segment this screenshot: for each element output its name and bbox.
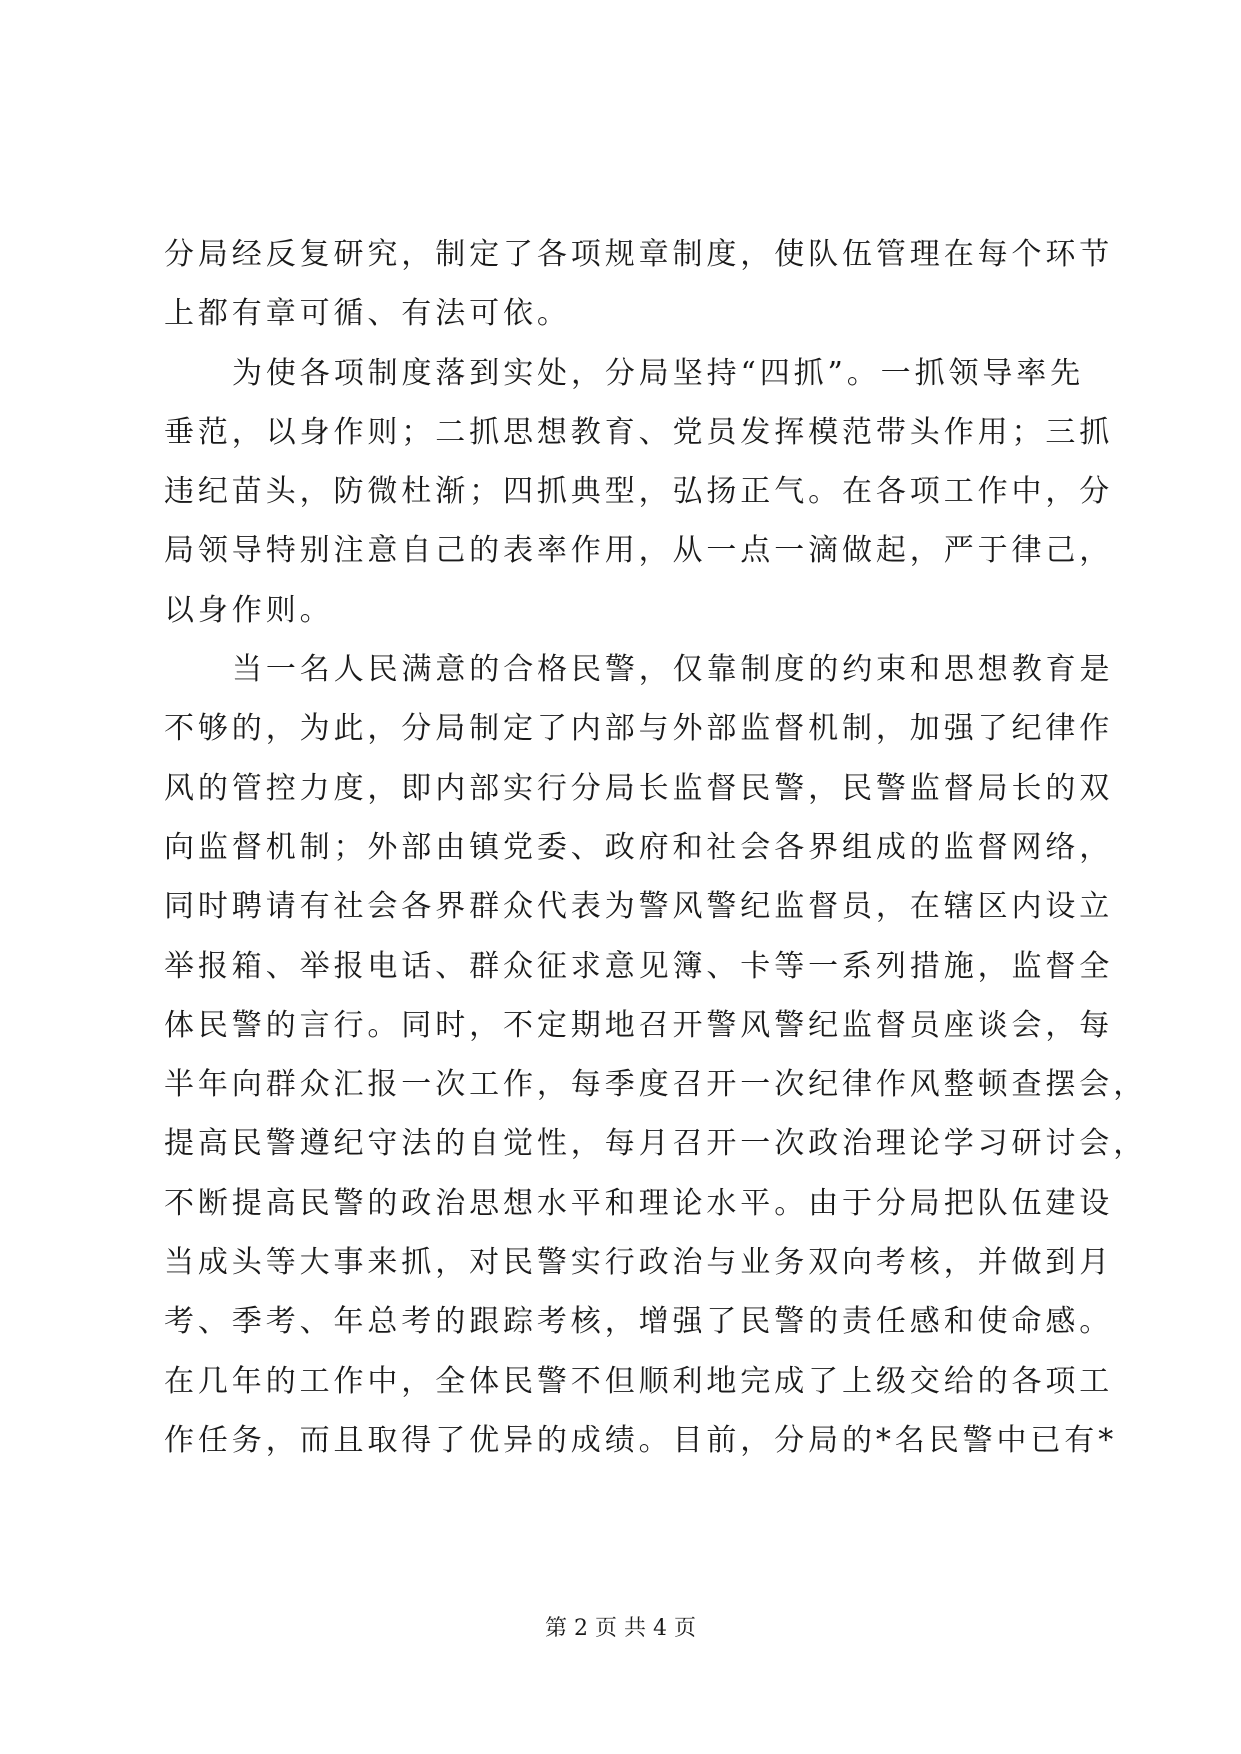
text-line: 同时聘请有社会各界群众代表为警风警纪监督员，在辖区内设立 bbox=[164, 889, 1114, 925]
text-line: 风的管控力度，即内部实行分局长监督民警，民警监督局长的双 bbox=[164, 770, 1114, 806]
text-line: 上都有章可循、有法可依。 bbox=[164, 296, 571, 332]
text-line: 考、季考、年总考的跟踪考核，增强了民警的责任感和使命感。 bbox=[164, 1304, 1114, 1340]
page-footer: 第 2 页 共 4 页 bbox=[545, 1616, 696, 1641]
text-line: 举报箱、举报电话、群众征求意见簿、卡等一系列措施，监督全 bbox=[164, 948, 1114, 984]
text-line: 垂范，以身作则；二抓思想教育、党员发挥模范带头作用；三抓 bbox=[164, 414, 1114, 450]
text-line: 提高民警遵纪守法的自觉性，每月召开一次政治理论学习研讨会， bbox=[164, 1126, 1148, 1162]
paragraph bbox=[164, 640, 1148, 1470]
text-line: 分局经反复研究，制定了各项规章制度，使队伍管理在每个环节 bbox=[164, 237, 1114, 272]
paragraph bbox=[164, 225, 1114, 344]
text-line: 体民警的言行。同时，不定期地召开警风警纪监督员座谈会，每 bbox=[164, 1007, 1114, 1043]
text-line: 局领导特别注意自己的表率作用，从一点一滴做起，严于律己， bbox=[164, 533, 1114, 569]
text-line: 以身作则。 bbox=[164, 592, 334, 628]
text-line: 向监督机制；外部由镇党委、政府和社会各界组成的监督网络， bbox=[164, 829, 1114, 865]
document-body bbox=[164, 225, 1148, 1470]
text-line: 在几年的工作中，全体民警不但顺利地完成了上级交给的各项工 bbox=[164, 1363, 1114, 1399]
text-line: 作任务，而且取得了优异的成绩。目前，分局的*名民警中已有* bbox=[164, 1422, 1118, 1458]
text-line: 当一名人民满意的合格民警，仅靠制度的约束和思想教育是 bbox=[232, 652, 1114, 688]
text-line: 半年向群众汇报一次工作，每季度召开一次纪律作风整顿查摆会， bbox=[164, 1067, 1148, 1103]
text-line: 为使各项制度落到实处，分局坚持“四抓”。一抓领导率先 bbox=[232, 355, 1085, 391]
text-line: 违纪苗头，防微杜渐；四抓典型，弘扬正气。在各项工作中，分 bbox=[164, 474, 1114, 510]
text-line: 不断提高民警的政治思想水平和理论水平。由于分局把队伍建设 bbox=[164, 1185, 1114, 1221]
text-line: 不够的，为此，分局制定了内部与外部监督机制，加强了纪律作 bbox=[164, 711, 1114, 747]
text-line: 当成头等大事来抓，对民警实行政治与业务双向考核，并做到月 bbox=[164, 1245, 1114, 1281]
paragraph bbox=[164, 344, 1114, 640]
